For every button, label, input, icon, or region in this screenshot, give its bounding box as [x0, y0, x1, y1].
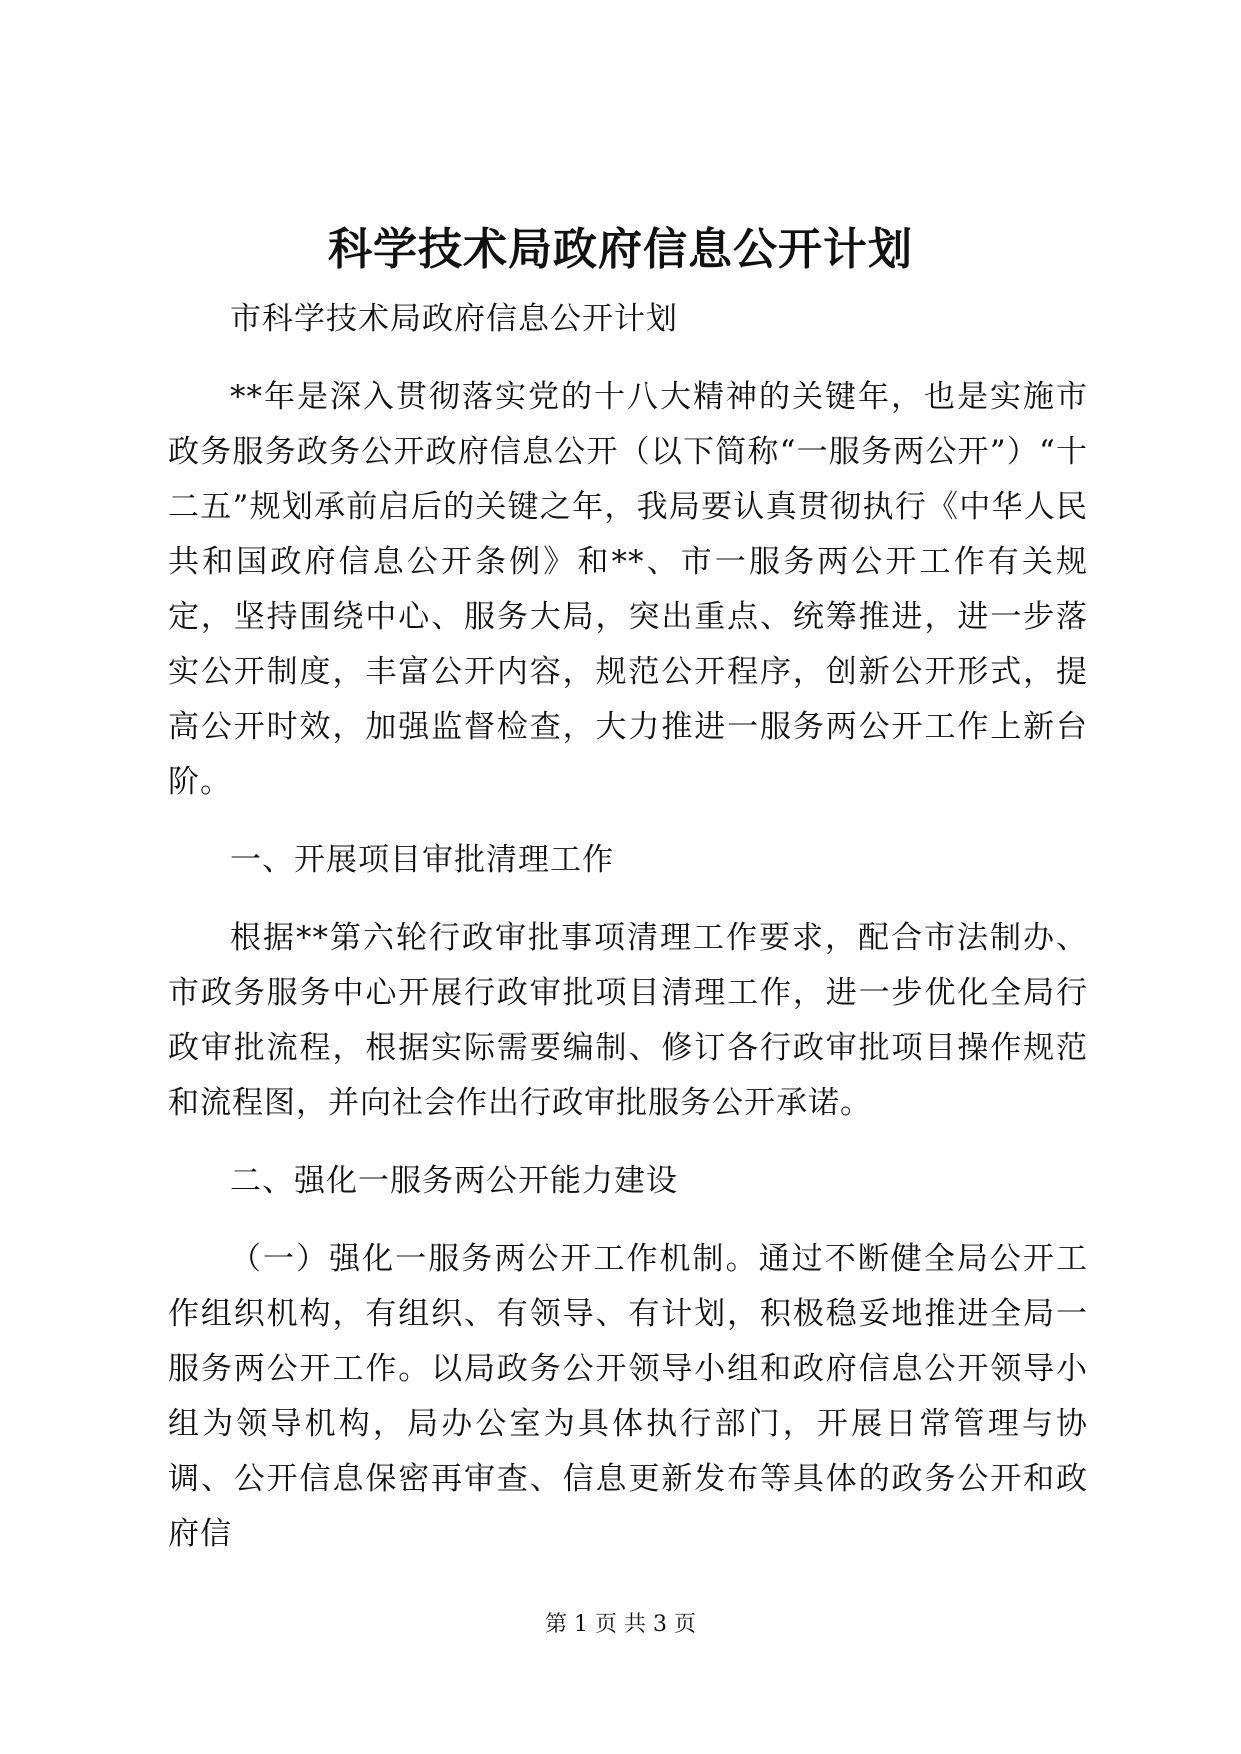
- section-1-paragraph: 根据**第六轮行政审批事项清理工作要求，配合市法制办、市政务服务中心开展行政审批项目清理工作，进一步优化全局行政审批流程，根据实际需要编制、修订各行政审批项目操作规范和流程图，并向社会作出行政审批服务公开承诺。: [168, 920, 1088, 1121]
- section-heading-2: 二、强化一服务两公开能力建设: [230, 1163, 678, 1199]
- section-2-paragraph: （一）强化一服务两公开工作机制。通过不断健全局公开工作组织机构，有组织、有领导、有计划，积极稳妥地推进全局一服务两公开工作。以局政务公开领导小组和政府信息公开领导小组为领导机构，局办公室为具体执行部门，开展日常管理与协调、公开信息保密再审查、信息更新发布等具体的政务公开和政府信: [168, 1241, 1088, 1552]
- document-body: [168, 292, 1088, 1585]
- section-heading-1: 一、开展项目审批清理工作: [230, 842, 614, 878]
- page-footer: 第 1 页 共 3 页: [545, 1612, 696, 1637]
- document-title: 科学技术局政府信息公开计划: [328, 224, 913, 275]
- intro-paragraph: **年是深入贯彻落实党的十八大精神的关键年，也是实施市政务服务政务公开政府信息公开（以下简称“一服务两公开”）“十二五”规划承前启后的关键之年，我局要认真贯彻执行《中华人民共和国政府信息公开条例》和**、市一服务两公开工作有关规定，坚持围绕中心、服务大局，突出重点、统筹推进，进一步落实公开制度，丰富公开内容，规范公开程序，创新公开形式，提高公开时效，加强监督检查，大力推进一服务两公开工作上新台阶。: [168, 379, 1088, 800]
- subtitle-paragraph: 市科学技术局政府信息公开计划: [230, 301, 678, 337]
